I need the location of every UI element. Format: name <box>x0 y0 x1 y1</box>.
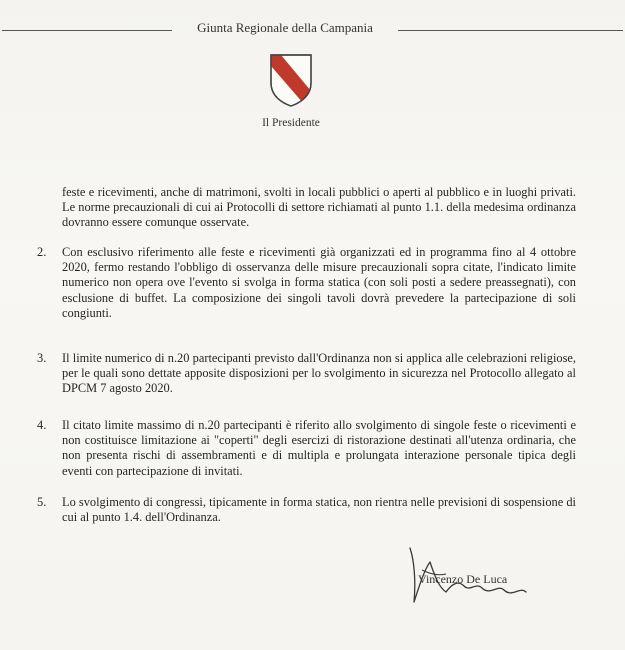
list-item-number: 4. <box>37 418 47 432</box>
region-coat-of-arms-icon <box>269 53 313 107</box>
list-item-text: Con esclusivo riferimento alle feste e ricevimenti già organizzati ed in programma fino al 4 ottobre 2020, fermo restando l'obbligo di osservanza delle misure precauzionali sopra citate, l'indicato limite numerico non opera ove l'evento si svolga in forma statica (con soli posti a sedere preassegnati), con esclusione di buffet. La composizione dei singoli tavoli dovrà prevedere la partecipazione di soli congiunti. <box>62 245 576 320</box>
header-rule-right <box>398 30 623 31</box>
list-item-text: Il citato limite massimo di n.20 partecipanti è riferito allo svolgimento di singole feste o ricevimenti e non costituisce limitazione ai "coperti" degli esercizi di ristorazione destinati all'utenza ordinaria, che non presenta rischi di assembramenti e di multipla e prolungata interazione personale tipica degli eventi con partecipazione di invitati. <box>62 418 576 478</box>
signatory-name: Vincenzo De Luca <box>418 572 508 586</box>
intro-paragraph: feste e ricevimenti, anche di matrimoni, svolti in locali pubblici o aperti al pubblico e in luoghi privati. Le norme precauzionali di cui ai Protocolli di settore richiamati al punto 1.1. della medesima ordinanza dovranno essere comunque osservate. <box>62 185 576 230</box>
list-item-number: 2. <box>37 245 47 259</box>
list-item-text: Lo svolgimento di congressi, tipicamente in forma statica, non rientra nelle previsioni di sospensione di cui al punto 1.4. dell'Ordinanza. <box>62 495 576 525</box>
president-title: Il Presidente <box>262 117 320 129</box>
list-item-text: Il limite numerico di n.20 partecipanti previsto dall'Ordinanza non si applica alle celebrazioni religiose, per le quali sono dettate apposite disposizioni per lo svolgimento in sicurezza nel Protocollo allegato al DPCM 7 agosto 2020. <box>62 351 576 396</box>
header-title: Giunta Regionale della Campania <box>197 20 373 35</box>
list-item-number: 3. <box>37 351 47 365</box>
list-item-number: 5. <box>37 495 47 509</box>
header-rule-left <box>2 30 172 31</box>
letterhead <box>0 20 625 40</box>
